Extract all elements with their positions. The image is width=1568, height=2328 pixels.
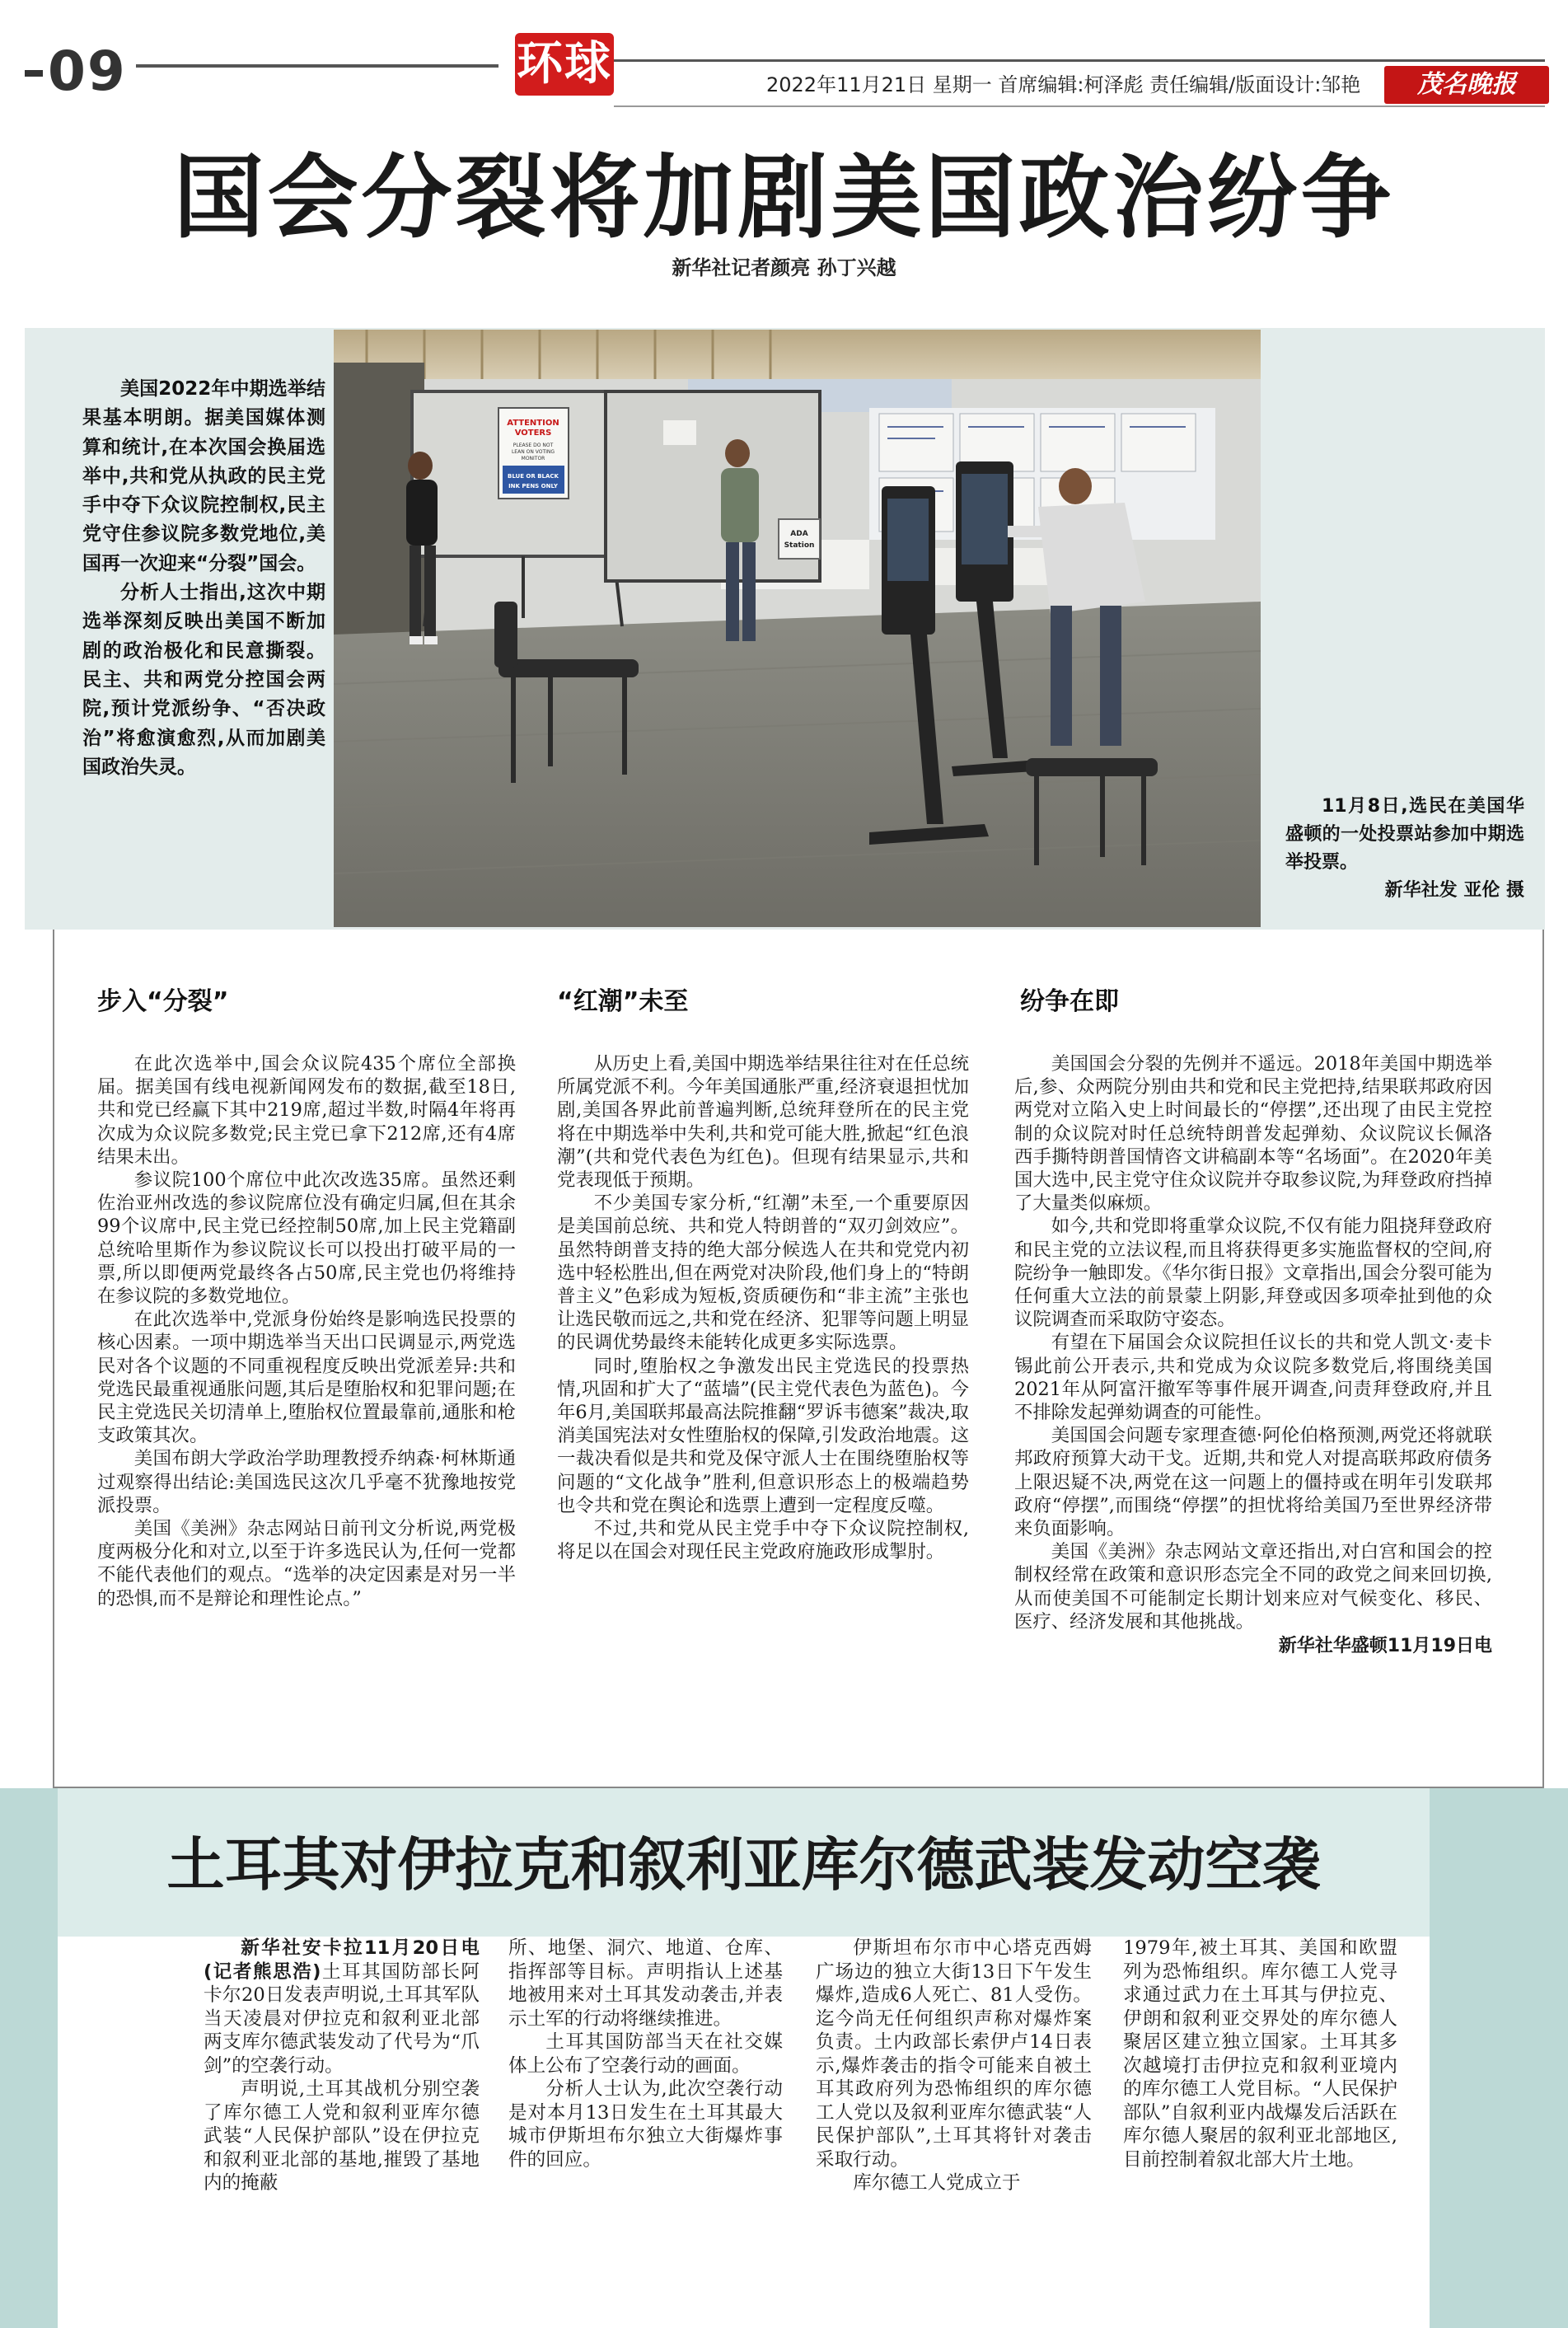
paragraph: 伊斯坦布尔市中心塔克西姆广场边的独立大街13日下午发生爆炸,造成6人死亡、81人受伤。迄今尚无任何组织声称对爆炸案负责。土内政部长索伊卢14日表示,爆炸袭击的指令可能来自被土耳其政府列为恐怖组织的库尔德工人党以及叙利亚库尔德武装“人民保护部队”,土耳其将针对袭击采取行动。 (816, 1937, 1092, 2171)
section-title: 步入“分裂” (97, 987, 229, 1016)
sign-line: PLEASE DO NOT (513, 443, 554, 448)
paragraph: 有望在下届国会众议院担任议长的共和党人凯文·麦卡锡此前公开表示,共和党成为众议院多数党后,将围绕美国2021年从阿富汗撤军等事件展开调查,问责拜登政府,并且不排除发起弹劾调查的可能性。 (1014, 1332, 1492, 1424)
article-column (97, 1052, 516, 1610)
second-headline: 土耳其对伊拉克和叙利亚库尔德武装发动空袭 (166, 1831, 1321, 1899)
dateline: 新华社华盛顿11月19日电 (1278, 1636, 1492, 1657)
paragraph: 1979年,被土耳其、美国和欧盟列为恐怖组织。库尔德工人党寻求通过武力在土耳其与伊拉克、伊朗和叙利亚交界处的库尔德人聚居区建立独立国家。土耳其多次越境打击伊拉克和叙利亚境内的库尔德工人党目标。“人民保护部队”自叙利亚内战爆发后活跃在库尔德人聚居的叙利亚北部地区,目前控制着叙北部大片土地。 (1123, 1937, 1397, 2171)
paragraph: 所、地堡、洞穴、地道、仓库、指挥部等目标。声明指认上述基地被用来对土耳其发动袭击,并表示土军的行动将继续推进。 (508, 1937, 783, 2030)
paragraph: 美国《美洲》杂志网站文章还指出,对白宫和国会的控制权经常在政策和意识形态完全不同的政党之间来回切换,从而使美国不可能制定长期计划来应对气候变化、移民、医疗、经济发展和其他挑战。 (1014, 1541, 1492, 1632)
section-title: “红潮”未至 (557, 987, 689, 1016)
paragraph: 如今,共和党即将重掌众议院,不仅有能力阻挠拜登政府和民主党的立法议程,而且将获得更多实施监督权的空间,府院纷争一触即发。《华尔街日报》文章指出,国会分裂可能为任何重大立法的前景蒙上阴影,拜登或因多项牵扯到他的众议院调查而采取防守姿态。 (1014, 1216, 1492, 1331)
paragraph: 声明说,土耳其战机分别空袭了库尔德工人党和叙利亚库尔德武装“人民保护部队”设在伊拉克和叙利亚北部的基地,摧毁了基地内的掩蔽 (204, 2078, 480, 2194)
header-rule-left (136, 64, 498, 68)
main-byline: 新华社记者颜亮 孙丁兴越 (672, 256, 896, 279)
paragraph: 美国布朗大学政治学助理教授乔纳森·柯林斯通过观察得出结论:美国选民这次几乎毫不犹豫地按党派投票。 (97, 1448, 516, 1516)
sign-line: Station (784, 541, 815, 550)
article2-column (816, 1937, 1092, 2195)
article2-column (204, 1937, 480, 2195)
paragraph: 美国国会分裂的先例并不遥远。2018年美国中期选举后,参、众两院分别由共和党和民主党把持,结果联邦政府因两党对立陷入史上时间最长的“停摆”,还出现了由民主党控制的众议院对时任总统特朗普发起弹劾、众议院议长佩洛西手撕特朗普国情咨文讲稿副本等“名场面”。在2020年美国大选中,民主党守住众议院并夺取参议院,为拜登政府挡掉了大量类似麻烦。 (1014, 1053, 1492, 1215)
article2-band-right (1430, 1788, 1568, 2328)
article-column (557, 1052, 969, 1563)
lead-paragraph: 美国2022年中期选举结果基本明朗。据美国媒体测算和统计,在本次国会换届选举中,共和党从执政的民主党手中夺下众议院控制权,民主党守住参议院多数党地位,美国再一次迎来“分裂”国会。 (82, 378, 325, 574)
photo-caption (1285, 793, 1524, 905)
page-header (0, 0, 1568, 115)
paragraph: 不少美国专家分析,“红潮”未至,一个重要原因是美国前总统、共和党人特朗普的“双刃剑效应”。虽然特朗普支持的绝大部分候选人在共和党党内初选中轻松胜出,但在两党对决阶段,他们身上的“特朗普主义”色彩成为短板,资质硬伤和“非主流”主张也让选民敬而远之,共和党在经济、犯罪等问题上明显的民调优势最终未能转化成更多实际选票。 (557, 1192, 969, 1354)
article2-column (508, 1937, 783, 2171)
paragraph: 从历史上看,美国中期选举结果往往对在任总统所属党派不利。今年美国通胀严重,经济衰退担忧加剧,美国各界此前普遍判断,总统拜登所在的民主党将在中期选举中失利,共和党可能大胜,掀起“红色浪潮”(共和党代表色为红色)。但现有结果显示,共和党表现低于预期。 (557, 1053, 969, 1192)
news-photo-polling-station (334, 330, 1261, 927)
paragraph: 分析人士认为,此次空袭行动是对本月13日发生在土耳其最大城市伊斯坦布尔独立大街爆炸事件的回应。 (508, 2078, 783, 2171)
sign-line: MONITOR (521, 456, 545, 461)
issue-info: 2022年11月21日 星期一 首席编辑:柯泽彪 责任编辑/版面设计:邹艳 (766, 73, 1361, 96)
paragraph: 土耳其国防部当天在社交媒体上公布了空袭行动的画面。 (508, 2031, 783, 2077)
article2-column (1123, 1937, 1397, 2171)
page-number-block (25, 25, 132, 103)
photo-credit: 新华社发 亚伦 摄 (1384, 880, 1524, 901)
page-number: 09 (48, 40, 127, 103)
paragraph (204, 1937, 480, 2077)
paragraph: 参议院100个席位中此次改选35席。虽然还剩佐治亚州改选的参议院席位没有确定归属,但在其余99个议席中,民主党已经控制50席,加上民主党籍副总统哈里斯作为参议院议长可以投出打破平局的一票,所以即便两党最终各占50席,民主党也仍将维持在参议院的多数党地位。 (97, 1169, 516, 1308)
paragraph: 同时,堕胎权之争激发出民主党选民的投票热情,巩固和扩大了“蓝墙”(民主党代表色为蓝色)。今年6月,美国联邦最高法院推翻“罗诉韦德案”裁决,取消美国宪法对女性堕胎权的保障,引发政治地震。这一裁决看似是共和党及保守派人士在围绕堕胎权等问题的“文化战争”胜利,但意识形态上的极端趋势也令共和党在舆论和选票上遭到一定程度反噬。 (557, 1355, 969, 1516)
paragraph: 美国国会问题专家理查德·阿伦伯格预测,两党还将就联邦政府预算大动干戈。近期,共和党人对提高联邦政府债务上限迟疑不决,两党在这一问题上的僵持或在明年引发联邦政府“停摆”,而围绕“停摆”的担忧将给美国乃至世界经济带来负面影响。 (1014, 1425, 1492, 1540)
article2-band-left (0, 1788, 58, 2328)
paragraph: 库尔德工人党成立于 (853, 2172, 1021, 2194)
page-number-dash (25, 70, 43, 77)
section-badge: 环球 (515, 33, 614, 96)
paragraph: 在此次选举中,国会众议院435个席位全部换届。据美国有线电视新闻网发布的数据,截至18日,共和党已经赢下其中219席,超过半数,时隔4年将再次成为众议院多数党;民主党已拿下212席,还有4席结果未出。 (97, 1053, 516, 1168)
sign-line: INK PENS ONLY (508, 483, 558, 489)
lead-dateline: 新华社安卡拉11月20日电(记者熊思浩) (204, 1937, 480, 1983)
lead-summary (82, 375, 325, 782)
lead-paragraph: 分析人士指出,这次中期选举深刻反映出美国不断加剧的政治极化和民意撕裂。民主、共和两党分控国会两院,预计党派纷争、“否决政治”将愈演愈烈,从而加剧美国政治失灵。 (82, 582, 325, 778)
main-headline: 国会分裂将加剧美国政治纷争 (173, 145, 1395, 251)
lead-text: 土耳其国防部长阿卡尔20日发表声明说,土耳其军队当天凌晨对伊拉克和叙利亚北部两支库尔德武装发动了代号为“爪剑”的空袭行动。 (204, 1960, 480, 2077)
paragraph: 在此次选举中,党派身份始终是影响选民投票的核心因素。一项中期选举当天出口民调显示,两党选民对各个议题的不同重视程度反映出党派差异:共和党选民最重视通胀问题,其后是堕胎权和犯罪问题;在民主党选民关切清单上,堕胎权位置最靠前,通胀和枪支政策其次。 (97, 1309, 516, 1447)
article-column (1014, 1052, 1492, 1658)
sign-line: LEAN ON VOTING (511, 449, 555, 455)
caption-text: 11月8日,选民在美国华盛顿的一处投票站参加中期选举投票。 (1285, 796, 1524, 873)
sign-line: ATTENTION (507, 419, 559, 428)
sign-line: VOTERS (514, 429, 552, 438)
sign-line: ADA (790, 530, 808, 538)
sign-line: BLUE OR BLACK (507, 473, 559, 480)
header-rule-bottom (614, 105, 1545, 107)
newspaper-masthead-logo: 茂名晚报 (1384, 66, 1549, 104)
section-title: 纷争在即 (1020, 987, 1119, 1016)
header-rule-right (614, 59, 1545, 62)
paragraph: 不过,共和党从民主党手中夺下众议院控制权,将足以在国会对现任民主党政府施政形成掣肘。 (557, 1518, 969, 1563)
paragraph: 美国《美洲》杂志网站日前刊文分析说,两党极度两极分化和对立,以至于许多选民认为,任何一党都不能代表他们的观点。“选举的决定因素是对另一半的恐惧,而不是辩论和理性论点。” (97, 1518, 516, 1609)
